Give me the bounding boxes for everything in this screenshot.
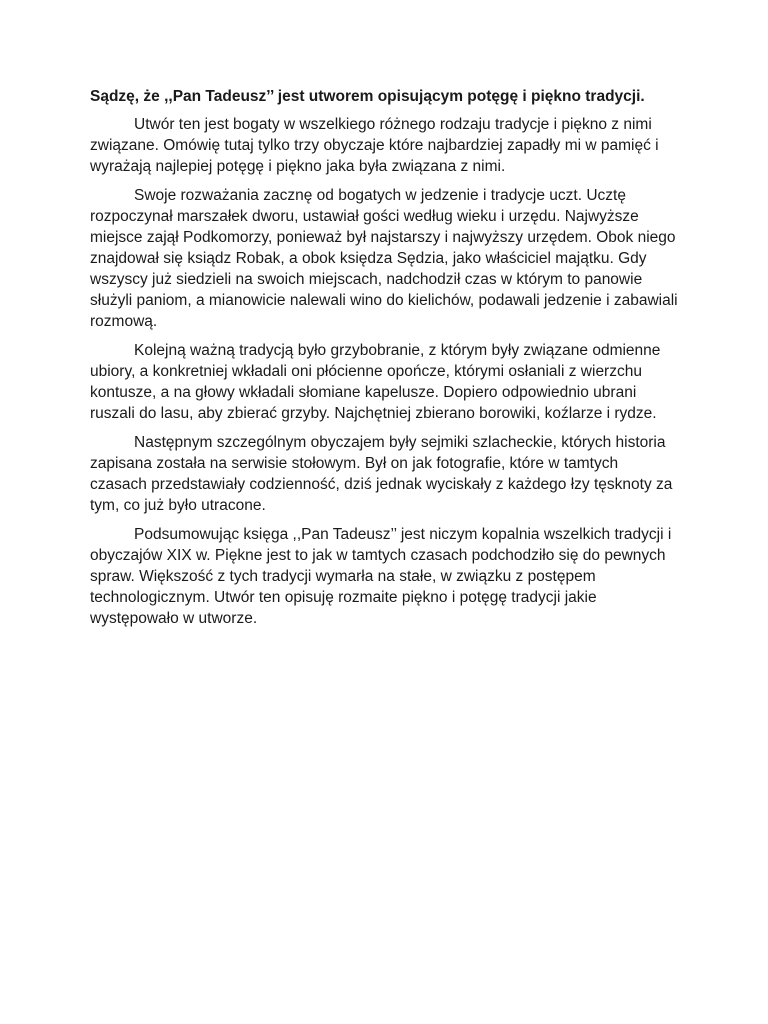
- paragraph-summary: Podsumowując księga ,,Pan Tadeusz’’ jest niczym kopalnia wszelkich tradycji i obyczajów XIX w. Piękne jest to jak w tamtych czasach podchodziło się do pewnych spraw. Większość z tych tradycji wymarła na stałe, w związku z postępem technologicznym. Utwór ten opisuję rozmaite piękno i potęgę tradycji jakie występowało w utworze.: [90, 526, 672, 627]
- paragraph-intro: Utwór ten jest bogaty w wszelkiego różnego rodzaju tradycje i piękno z nimi związane. Omówię tutaj tylko trzy obyczaje które najbardziej zapadły mi w pamięć i wyrażają najlepiej potęgę i piękno jaka była związana z nimi.: [90, 116, 659, 175]
- document-title: Sądzę, że ,,Pan Tadeusz’’ jest utworem opisującym potęgę i piękno tradycji.: [90, 88, 645, 105]
- paragraph-mushroom-picking: Kolejną ważną tradycją było grzybobranie, z którym były związane odmienne ubiory, a konkretniej wkładali oni płócienne opończe, którymi osłaniali z wierzchu kontusze, a na głowy wkładali słomiane kapelusze. Dopiero odpowiednio ubrani ruszali do lasu, aby zbierać grzyby. Najchętniej zbierano borowiki, koźlarze i rydze.: [90, 342, 661, 422]
- paragraph-sejmiki: Następnym szczególnym obyczajem były sejmiki szlacheckie, których historia zapisana została na serwisie stołowym. Był on jak fotografie, które w tamtych czasach przedstawiały codzienność, dziś jednak wyciskały z każdego łzy tęsknoty za tym, co już było utracone.: [90, 434, 673, 514]
- document-page: [90, 86, 678, 637]
- paragraph-feast: Swoje rozważania zacznę od bogatych w jedzenie i tradycje uczt. Ucztę rozpoczynał marszałek dworu, ustawiał gości według wieku i urzędu. Najwyższe miejsce zajął Podkomorzy, ponieważ był najstarszy i najwyższy urzędem. Obok niego znajdował się ksiądz Robak, a obok księdza Sędzia, jako właściciel majątku. Gdy wszyscy już siedzieli na swoich miejscach, nadchodził czas w którym to panowie służyli paniom, a mianowicie nalewali wino do kielichów, podawali jedzenie i zabawiali rozmową.: [90, 187, 678, 330]
